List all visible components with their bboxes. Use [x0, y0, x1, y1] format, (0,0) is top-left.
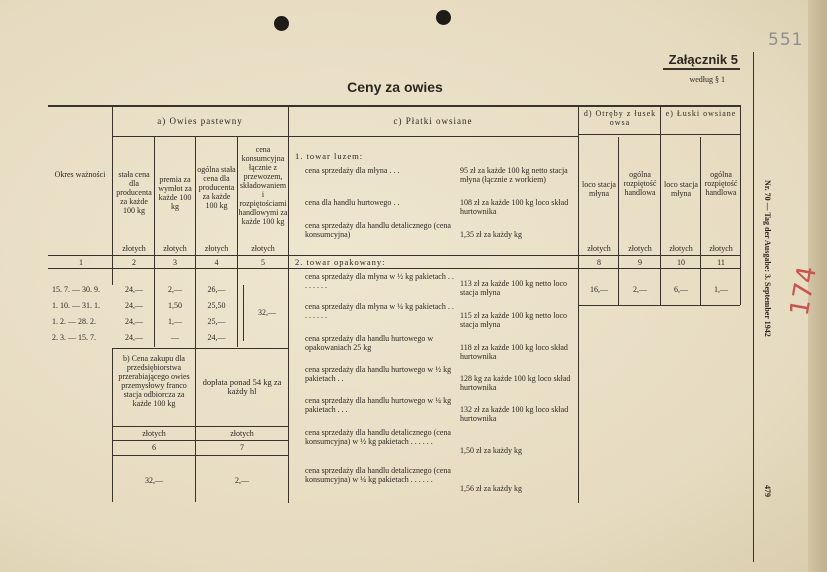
- header-rule: [48, 268, 740, 269]
- col-divider: [618, 137, 619, 305]
- col-number: 10: [677, 258, 685, 267]
- section-rule: [112, 455, 288, 456]
- group-e-header: e) Łuski owsiane: [665, 109, 737, 118]
- red-crayon-mark: 174: [784, 263, 823, 319]
- unit-label: złotych: [251, 244, 275, 253]
- table-top-rule: [48, 105, 740, 107]
- row1-col4: 26,—: [207, 285, 226, 294]
- col-divider: [112, 105, 113, 285]
- oats-s2-price-5: 132 zł za każde 100 kg loco skład hurtownika: [460, 405, 569, 423]
- oats-s2-label-1: cena sprzedaży dla młyna w ½ kg pakietach . . . . . . . .: [305, 272, 454, 290]
- col-divider: [660, 105, 661, 305]
- unit-label: złotych: [204, 244, 229, 253]
- col-divider: [288, 105, 289, 503]
- pencil-number: 551: [768, 30, 804, 50]
- oats-s1-label-3: cena sprzedaży dla handlu detalicznego (cena konsumcyjna): [305, 221, 451, 239]
- oats-s2-label-5: cena sprzedaży dla handlu hurtowego w ¼ kg pakietach . . .: [305, 396, 452, 414]
- oats-s2-price-3: 118 zł za każde 100 kg loco skład hurtownika: [460, 343, 568, 361]
- period-header: Okres ważności: [54, 170, 106, 179]
- punch-hole-right: [436, 10, 451, 25]
- section-rule: [578, 305, 740, 306]
- punch-hole-left: [274, 16, 289, 31]
- annex-reference: według § 1: [689, 75, 725, 84]
- annex-label: Załącznik 5: [668, 52, 738, 67]
- col-divider: [154, 137, 155, 347]
- oats-s2-price-2: 115 zł za każde 100 kg netto loco stacja młyna: [460, 311, 567, 329]
- period-row-2: 1. 10. — 31. 1.: [52, 301, 100, 310]
- brace: [243, 285, 244, 341]
- section-rule: [112, 440, 288, 441]
- col6-value: 32,—: [145, 476, 163, 485]
- col11-value: 1,—: [714, 285, 728, 294]
- page-number: 479: [763, 485, 772, 497]
- col4-header: ogólna stała cena dla producenta za każde 100 kg: [197, 165, 236, 210]
- unit-label: złotych: [142, 429, 166, 438]
- unit-label: złotych: [122, 244, 146, 253]
- row1-col2: 24,—: [125, 285, 143, 294]
- unit-label: złotych: [628, 244, 652, 253]
- col5-value: 32,—: [258, 308, 276, 317]
- oats-s2-label-6: cena sprzedaży dla handlu detalicznego (cena konsumcyjna) w ½ kg pakietach . . . . . .: [305, 428, 451, 446]
- row2-col3: 1,50: [168, 301, 182, 310]
- col11-header: ogólna rozpiętość handlowa: [704, 170, 738, 197]
- group-d-header: d) Otręby z łusek owsa: [583, 109, 657, 127]
- col9-value: 2,—: [633, 285, 647, 294]
- oats-s2-label-2: cena sprzedaży dla młyna w ¼ kg pakietach . . . . . . . .: [305, 302, 454, 320]
- col-number: 1: [79, 258, 83, 267]
- period-row-3: 1. 2. — 28. 2.: [52, 317, 96, 326]
- col-divider: [700, 137, 701, 305]
- unit-label: złotych: [163, 244, 187, 253]
- oats-s1-price-3: 1,35 zł za każdy kg: [460, 230, 522, 239]
- col8-value: 16,—: [590, 285, 608, 294]
- group-a-header: a) Owies pastewny: [157, 116, 243, 126]
- period-row-4: 2. 3. — 15. 7.: [52, 333, 96, 342]
- section-rule: [112, 348, 288, 349]
- header-rule: [48, 255, 740, 256]
- oats-s2-label-3: cena sprzedaży dla handlu hurtowego w opakowaniach 25 kg: [305, 334, 434, 352]
- col-number: 8: [597, 258, 601, 267]
- col-number: 7: [240, 443, 244, 452]
- side-rule: [753, 52, 754, 562]
- row2-col2: 24,—: [125, 301, 143, 310]
- header-rule: [112, 136, 288, 137]
- oats-s1-price-2: 108 zł za każde 100 kg loco skład hurtownika: [460, 198, 569, 216]
- row4-col2: 24,—: [125, 333, 143, 342]
- row3-col4: 25,—: [207, 317, 226, 326]
- oats-s2-price-1: 113 zł za każde 100 kg netto loco stacja młyna: [460, 279, 567, 297]
- issue-side-text: Nr. 70 — Tag der Ausgabe: 3. September 1942: [763, 180, 772, 337]
- section1-heading: 1. towar luzem:: [295, 151, 364, 161]
- unit-label: złotych: [587, 244, 611, 253]
- col10-value: 6,—: [674, 285, 688, 294]
- header-rule: [578, 134, 740, 135]
- row2-col4: 25,50: [207, 301, 226, 310]
- col7-header: dopłata ponad 54 kg za każdy hl: [202, 377, 282, 396]
- oats-s1-label-2: cena dla handlu hurtowego . .: [305, 198, 400, 207]
- oats-s2-price-7: 1,56 zł za każdy kg: [460, 484, 522, 493]
- col7-value: 2,—: [235, 476, 249, 485]
- col-number: 5: [261, 258, 265, 267]
- col-number: 3: [173, 258, 177, 267]
- section2-heading: 2. towar opakowany:: [295, 257, 386, 267]
- row3-col3: 1,—: [168, 317, 182, 326]
- page-title: Ceny za owies: [347, 79, 443, 95]
- annex-underline: [663, 68, 740, 70]
- group-c-header: c) Płatki owsiane: [393, 116, 473, 126]
- row4-col3: —: [171, 333, 179, 342]
- row1-col3: 2,—: [168, 285, 182, 294]
- unit-label: złotych: [709, 244, 733, 253]
- period-row-1: 15. 7. — 30. 9.: [52, 285, 100, 294]
- col-divider: [740, 105, 741, 305]
- section-rule: [112, 426, 288, 427]
- oats-s1-price-1: 95 zł za każde 100 kg netto stacja młyna (łącznie z workiem): [460, 166, 568, 184]
- header-rule: [288, 136, 578, 137]
- col5-header: cena konsumcyjna łącznie z przewozem, składowaniem i rozpiętościami handlowymi za każde 100 kg: [238, 145, 288, 226]
- col-number: 11: [717, 258, 725, 267]
- oats-s2-price-4: 128 kg za każde 100 kg loco skład hurtownika: [460, 374, 571, 392]
- col-divider: [578, 105, 579, 503]
- col10-header: loco stacja młyna: [664, 180, 698, 198]
- col8-header: loco stacja młyna: [582, 180, 616, 198]
- col3-header: premia za wymłot za każde 100 kg: [158, 175, 192, 211]
- oats-s1-label-1: cena sprzedaży dla młyna . . .: [305, 166, 400, 175]
- oats-s2-price-6: 1,50 zł za każdy kg: [460, 446, 522, 455]
- oats-s2-label-7: cena sprzedaży dla handlu detalicznego (cena konsumcyjna) w ¼ kg pakietach . . . . . .: [305, 466, 451, 484]
- col2-header: stała cena dla producenta za każde 100 kg: [116, 170, 152, 215]
- col-number: 4: [214, 258, 219, 267]
- group-b-header: b) Cena zakupu dla przedsiębiorstwa przerabiającego owies przemysłowy franco stacja odbiorcza za każde 100 kg: [118, 354, 190, 408]
- unit-label: złotych: [669, 244, 693, 253]
- col9-header: ogólna rozpiętość handlowa: [623, 170, 657, 197]
- col-number: 9: [638, 258, 642, 267]
- oats-s2-label-4: cena sprzedaży dla handlu hurtowego w ½ kg pakietach . .: [305, 365, 452, 383]
- col-number: 2: [132, 258, 136, 267]
- row3-col2: 24,—: [125, 317, 143, 326]
- unit-label: złotych: [230, 429, 254, 438]
- col-number: 6: [152, 443, 156, 452]
- row4-col4: 24,—: [207, 333, 226, 342]
